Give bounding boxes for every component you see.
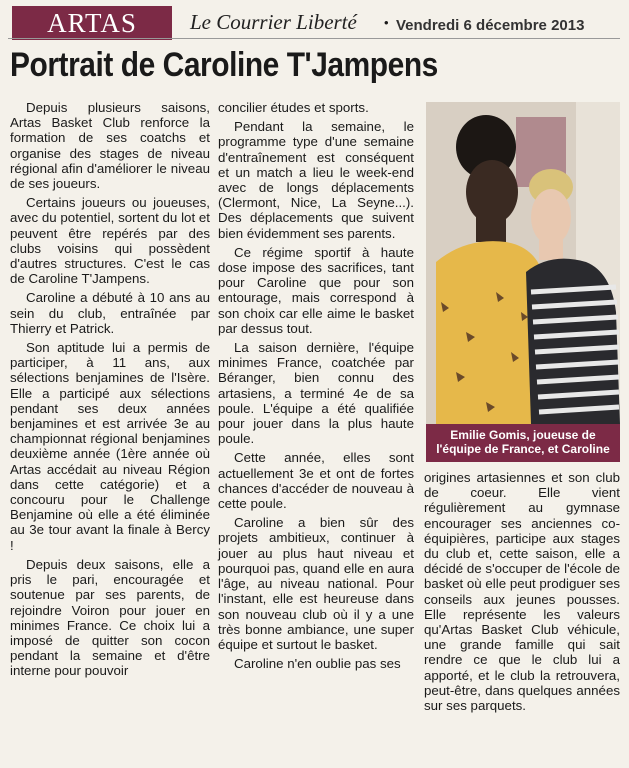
paragraph: Depuis deux saisons, elle a pris le pari, encouragée et soutenue par ses parents, de rejoindre Voiron pour jouer en minimes France. Ce choix lui a imposé de quitter son cocon pendant la semaine et d'être interne pour pouvoir — [10, 556, 210, 679]
newspaper-name: Le Courrier Liberté — [190, 10, 357, 34]
article-column-1 — [10, 100, 210, 683]
paragraph: Ce régime sportif à haute dose impose des sacrifices, tant pour Caroline que pour son entourage, mais correspond à son choix car elle aime le basket par dessus tout. — [218, 244, 414, 336]
paragraph: Caroline n'en oublie pas ses — [234, 656, 401, 672]
paragraph: origines artasiennes et son club de coeur. Elle vient régulièrement au gymnase encourager ses anciennes co-équipières, participe aux stages du club et, cette saison, elle a décidé de s'occuper de l'école de basket où elle peut prodiguer ses conseils aux jeunes pousses. Elle représente les valeurs qu'Artas Basket Club véhicule, une grande famille qui sait rendre ce que le club lui a apporté, et le club la retrouvera, peut-être, dans quelques années sur ses parquets. — [424, 470, 620, 714]
paragraph: Cette année, elles sont actuellement 3e et ont de fortes chances d'accéder de nouveau à cette poule. — [218, 450, 414, 512]
masthead-rule — [8, 38, 620, 39]
paragraph: Certains joueurs ou joueuses, avec du potentiel, sortent du lot et peuvent être repérés par des clubs voisins qui possèdent d'autres structures. C'est le cas de Caroline T'Jampens. — [10, 195, 210, 287]
photo-illustration — [426, 102, 620, 424]
masthead — [8, 6, 620, 40]
article-headline: Portrait de Caroline T'Jampens — [10, 46, 438, 84]
paragraph: concilier études et sports. — [218, 100, 369, 115]
masthead-bullet: • — [384, 15, 389, 30]
paragraph: La saison dernière, l'équipe minimes France, coatchée par Béranger, bien connu des artasiens, a terminé 4e de sa poule. L'équipe a été qualifiée pour jouer dans la plus haute poule. — [218, 340, 414, 447]
paragraph: Caroline a débuté à 10 ans au sein du club, entraînée par Thierry et Patrick. — [10, 290, 210, 336]
article-column-2 — [218, 100, 414, 675]
paragraph: Caroline a bien sûr des projets ambitieux, continuer à jouer au plus haut niveau et pourquoi pas, quand elle en aura l'âge, au niveau national. Pour l'instant, elle est heureuse dans son nouveau club où il y a une très bonne ambiance, une super équipe et surtout le basket. — [218, 515, 414, 652]
article-photo — [426, 102, 620, 424]
paragraph: Pendant la semaine, le programme type d'une semaine d'entraînement est conséquent et un match a lieu le week-end avec de longs déplacements (Clermont, Nice, La Seyne...). Des déplacements que suivent bien évidemment ses parents. — [218, 119, 414, 241]
paragraph: Son aptitude lui a permis de participer, à 11 ans, aux sélections benjamines de l'Isère. Elle a participé aux sélections pendant ses deux années benjamines et est arrivée 3e au championnat régional benjamines deuxième année (1ère année où Artas accédait au niveau Région dans cette catégorie) et a concouru pour le Challenge Benjamine où elle a été éliminée au 3e tour avant la finale à Bercy ! — [10, 340, 210, 553]
issue-date: Vendredi 6 décembre 2013 — [396, 17, 585, 34]
article-column-3 — [424, 470, 620, 717]
paragraph: Depuis plusieurs saisons, Artas Basket Club renforce la formation de ses coatchs et organise des stages de niveau régional afin d'améliorer le niveau de ses joueurs. — [10, 100, 210, 192]
photo-caption: Emilie Gomis, joueuse de l'équipe de France, et Caroline — [426, 424, 620, 462]
section-label: ARTAS — [12, 6, 172, 40]
